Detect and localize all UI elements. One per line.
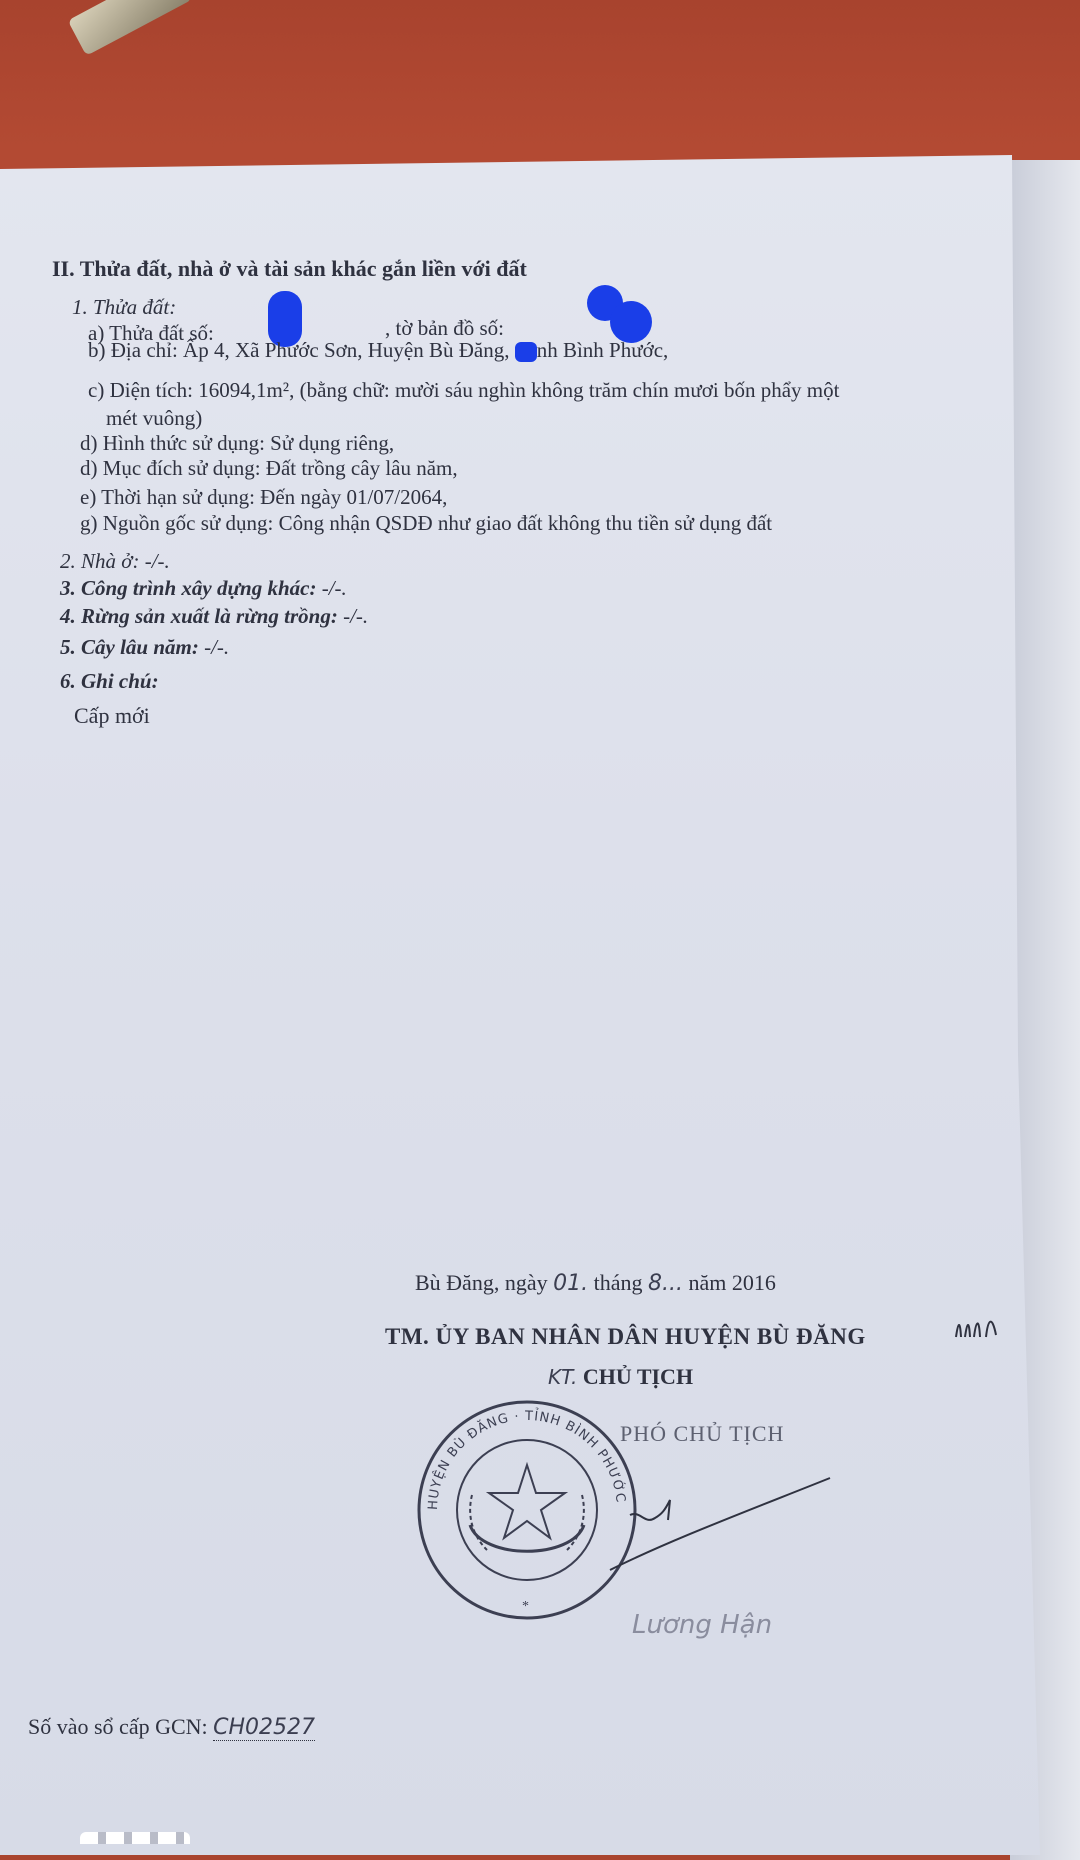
construction-value: -/-. [321, 576, 347, 600]
notes-value: Cấp mới [74, 703, 150, 728]
usage-purpose: d) Mục đích sử dụng: Đất trồng cây lâu năm, [80, 456, 458, 480]
address-text: b) Địa chỉ: Ấp 4, Xã Phước Sơn, Huyện Bù Đăng, [88, 338, 510, 362]
date-prefix: Bù Đăng, ngày [415, 1270, 548, 1295]
issuing-authority: TM. ỦY BAN NHÂN DÂN HUYỆN BÙ ĐĂNG [385, 1324, 866, 1349]
date-day: 01. [553, 1271, 589, 1296]
house-value: -/-. [144, 549, 170, 573]
forest-value: -/-. [343, 604, 369, 628]
gcn-value: CH02527 [213, 1715, 316, 1740]
perennial-label: 5. Cây lâu năm: [60, 635, 199, 659]
svg-text:*: * [522, 1599, 529, 1614]
signature [590, 1470, 840, 1580]
usage-form: d) Hình thức sử dụng: Sử dụng riêng, [80, 431, 395, 455]
chairman-title: CHỦ TỊCH [582, 1364, 694, 1389]
bottom-tab-strip [80, 1832, 190, 1844]
signer-name: Lương Hận [632, 1610, 773, 1640]
parcel-number-label: a) Thửa đất số: [88, 321, 214, 345]
address-province: nh Bình Phước, [536, 338, 669, 362]
redaction-mark [515, 342, 537, 362]
area-line: c) Diện tích: 16094,1m², (bằng chữ: mười sáu nghìn không trăm chín mươi bốn phẩy một [88, 378, 840, 402]
construction-line [60, 578, 347, 599]
address-line [88, 340, 668, 362]
house-line [60, 551, 170, 572]
map-sheet-label: , tờ bản đồ số: [385, 316, 505, 340]
notes-heading: 6. Ghi chú: [60, 669, 159, 693]
redaction-mark [610, 301, 652, 343]
issue-date-line [415, 1272, 776, 1295]
usage-term: e) Thời hạn sử dụng: Đến ngày 01/07/2064, [80, 485, 448, 509]
construction-label: 3. Công trình xây dựng khác: [60, 576, 317, 600]
chairman-line [548, 1366, 693, 1388]
gcn-line [28, 1716, 315, 1739]
kt-mark: KT. [548, 1365, 578, 1389]
seal-text: HUYỆN BÙ ĐĂNG · TỈNH BÌNH PHƯỚC [425, 1408, 628, 1511]
forest-label: 4. Rừng sản xuất là rừng trồng: [60, 604, 338, 628]
area-line-cont: mét vuông) [106, 406, 203, 430]
perennial-value: -/-. [204, 635, 230, 659]
perennial-line [60, 637, 229, 658]
section-title: II. Thửa đất, nhà ở và tài sản khác gắn liền với đất [52, 256, 527, 281]
parcel-heading: 1. Thửa đất: [72, 295, 177, 319]
gcn-label: Số vào sổ cấp GCN: [28, 1714, 208, 1739]
month-label: tháng [593, 1270, 643, 1295]
initials-signature [952, 1313, 1002, 1343]
vice-chairman-title: PHÓ CHỦ TỊCH [620, 1421, 785, 1446]
house-label: 2. Nhà ở: [60, 549, 140, 573]
forest-line [60, 606, 368, 627]
date-year: năm 2016 [688, 1270, 776, 1295]
usage-origin: g) Nguồn gốc sử dụng: Công nhận QSDĐ như giao đất không thu tiền sử dụng đất [80, 511, 773, 535]
date-month: 8... [647, 1271, 683, 1296]
